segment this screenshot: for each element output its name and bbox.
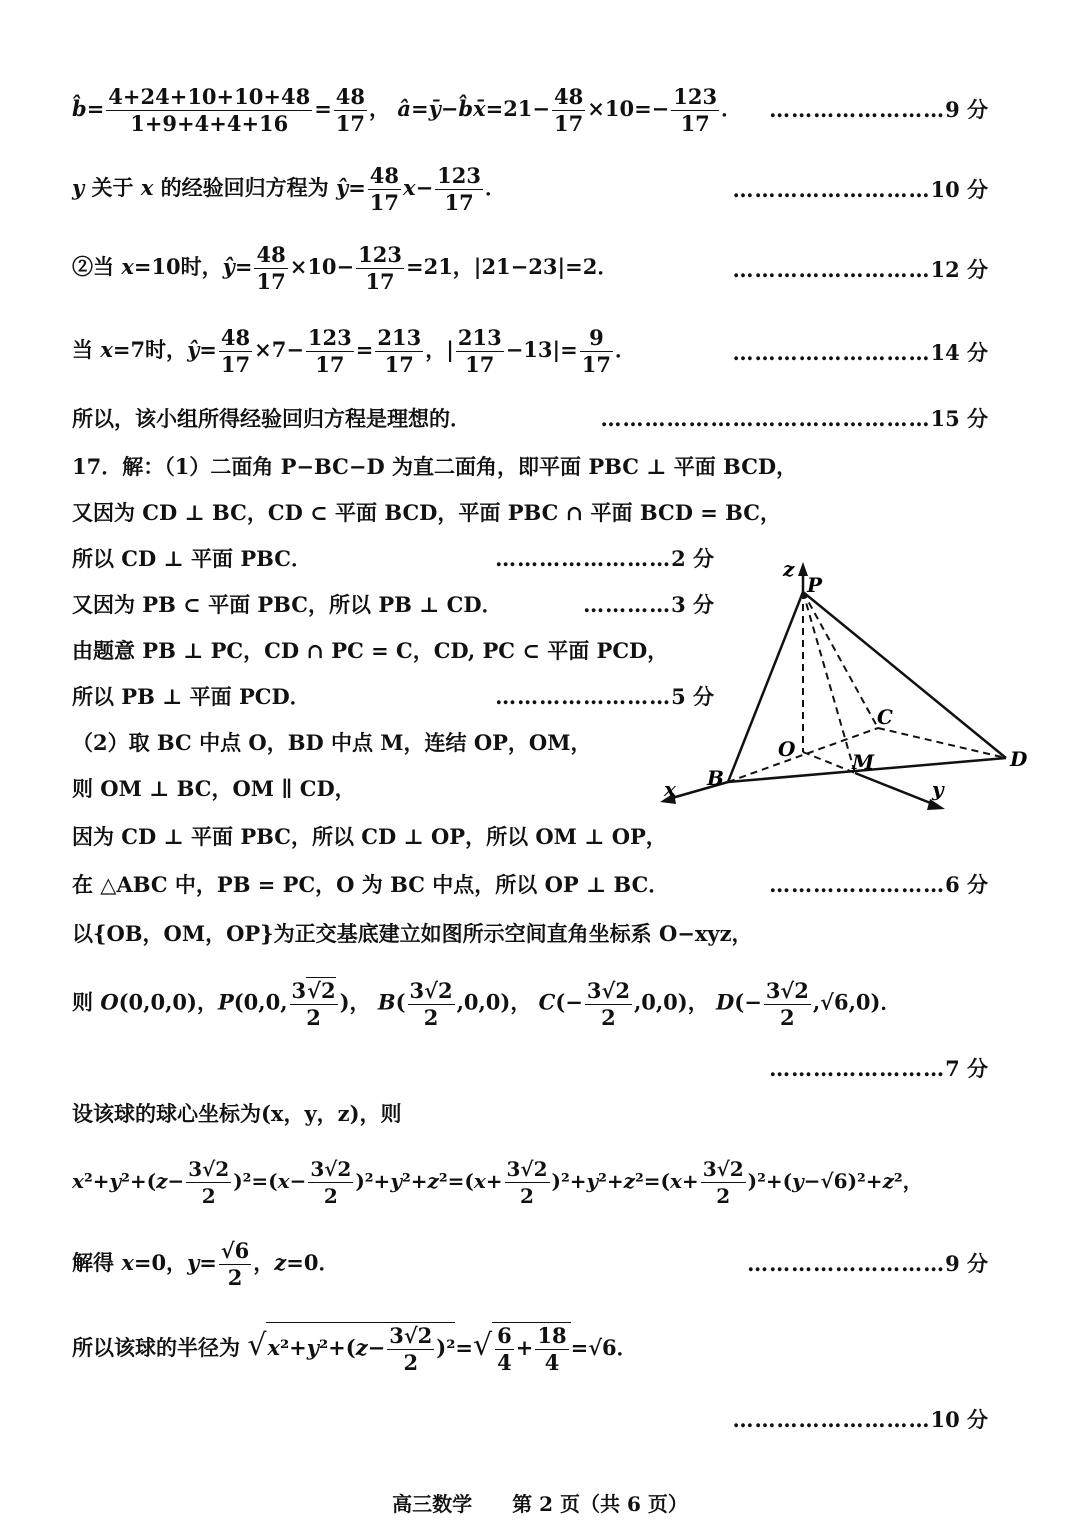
label-o: O: [778, 737, 796, 761]
label-z: z: [783, 557, 795, 581]
label-p: P: [807, 573, 823, 597]
line-18: 设该球的球心坐标为(x，y，z)，则: [72, 1101, 402, 1126]
label-c: C: [877, 705, 893, 729]
line-16: 以{OB，OM，OP}为正交基底建立如图所示空间直角坐标系 O−xyz，: [72, 921, 753, 946]
score-3: …………3 分: [583, 592, 714, 617]
score-10b: ………………………10 分: [732, 1407, 988, 1432]
line-14: 因为 CD ⊥ 平面 PBC，所以 CD ⊥ OP，所以 OM ⊥ OP，: [72, 824, 667, 849]
line-12: （2）取 BC 中点 O，BD 中点 M，连结 OP，OM，: [72, 730, 592, 755]
score-15: ………………………………………15 分: [600, 406, 988, 431]
line-4: 当 x=7时，ŷ= $\frac{48}{17}$ ×7− $\frac{123}{17}$ = $\frac{213}{17}$ ，| $\frac{213}{17}$ −13|= $\frac{9}{17}$ ．: [72, 325, 636, 377]
score-12: ………………………12 分: [732, 257, 988, 282]
score-9b: ………………………9 分: [747, 1251, 988, 1276]
line-11: 所以 PB ⊥ 平面 PCD．: [72, 684, 311, 709]
score-7: ……………………7 分: [769, 1056, 988, 1081]
line-7: 又因为 CD ⊥ BC，CD ⊂ 平面 BCD，平面 PBC ∩ 平面 BCD = BC，: [72, 500, 782, 525]
line-5: 所以，该小组所得经验回归方程是理想的．: [72, 406, 471, 431]
label-d: D: [1010, 747, 1028, 771]
label-x: x: [664, 777, 676, 801]
line-3: ②当 x=10时，ŷ= $\frac{48}{17}$ ×10− $\frac{123}{17}$ =21，|21−23|=2．: [72, 242, 619, 294]
label-y: y: [932, 777, 944, 801]
line-2: y 关于 x 的经验回归方程为 ŷ= $\frac{48}{17}$ x− $\frac{123}{17}$ ．: [72, 163, 507, 215]
score-6: ……………………6 分: [769, 872, 988, 897]
score-2: ……………………2 分: [495, 546, 714, 571]
line-19: x²+y²+(z− $\frac{3√2}{2}$ )²=(x− $\frac{3√2}{2}$ )²+y²+z²=(x+ $\frac{3√2}{2}$ )²+y²+z²=(x+ $\frac{3√2}{2}$ )²+(y−√6)²+z²，: [72, 1157, 923, 1208]
line-8: 所以 CD ⊥ 平面 PBC．: [72, 546, 312, 571]
score-10a: ………………………10 分: [732, 177, 988, 202]
score-5: ……………………5 分: [495, 684, 714, 709]
line-17: 则 O(0,0,0)，P(0,0, $\frac{3√2}{2}$ )， B( $\frac{3√2}{2}$ ,0,0)， C(− $\frac{3√2}{2}$ ,0,0)， D(− $\frac{3√2}{2}$ ,√6,0)．: [72, 977, 902, 1030]
label-m: M: [852, 750, 875, 774]
line-9: 又因为 PB ⊂ 平面 PBC，所以 PB ⊥ CD．: [72, 592, 503, 617]
page-footer: 高三数学 第 2 页（共 6 页）: [392, 1492, 688, 1516]
label-b: B: [707, 766, 724, 790]
line-13: 则 OM ⊥ BC，OM ∥ CD，: [72, 776, 356, 801]
line-20: 解得 x=0，y= $\frac{√6}{2}$ ，z=0．: [72, 1238, 340, 1290]
line-6: 17．解：（1）二面角 P−BC−D 为直二面角，即平面 PBC ⊥ 平面 BCD，: [72, 454, 798, 479]
line-21: 所以该球的半径为 √x²+y²+(z− $\frac{3√2}{2}$ )²=√ $\frac{6}{4}$ + $\frac{18}{4}$ =√6．: [72, 1323, 638, 1375]
line-15: 在 △ABC 中，PB = PC，O 为 BC 中点，所以 OP ⊥ BC．: [72, 872, 670, 897]
score-14: ………………………14 分: [732, 340, 988, 365]
score-9: ……………………9 分: [769, 97, 988, 122]
line-10: 由题意 PB ⊥ PC，CD ∩ PC = C，CD, PC ⊂ 平面 PCD，: [72, 638, 669, 663]
line-1: b̂= $\frac{4+24+10+10+48}{1+9+4+4+16}$ = $\frac{48}{17}$ ， â=ȳ−b̂x̄=21− $\frac{48}{17}$ ×10=− $\frac{123}{17}$ ．: [72, 84, 743, 136]
